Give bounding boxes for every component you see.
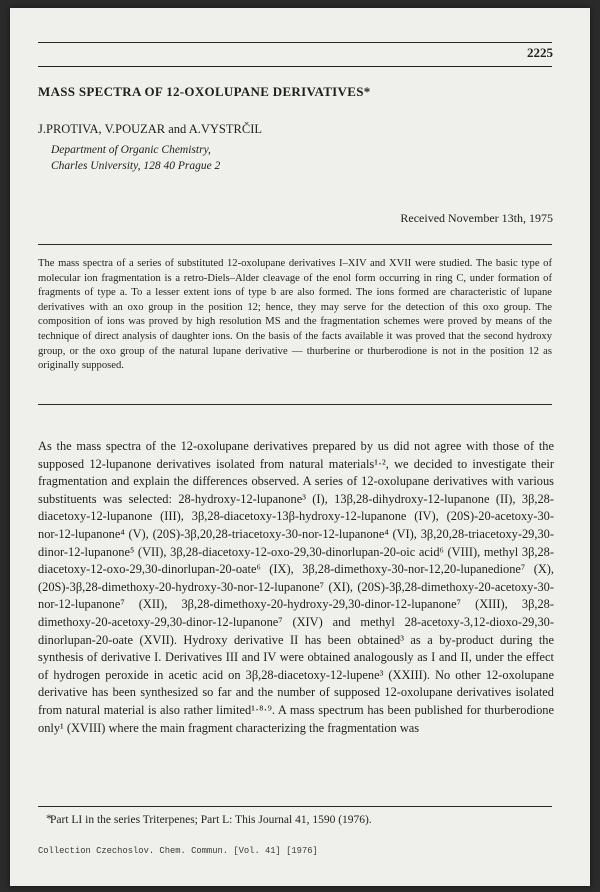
footnote-rule bbox=[38, 806, 552, 807]
article-title: MASS SPECTRA OF 12-OXOLUPANE DERIVATIVES* bbox=[38, 84, 371, 99]
authors: J.PROTIVA, V.POUZAR and A.VYSTRČIL bbox=[38, 122, 262, 136]
affiliation-line-1: Department of Organic Chemistry, bbox=[51, 144, 211, 156]
body-text: As the mass spectra of the 12-oxolupane derivatives prepared by us did not agree with those of the supposed 12-lupanone derivatives isolated from natural materials¹·², we decided to investigate their fragmentation and explain the differences observed. A series of 12-oxolupane derivatives with various substituents was selected: 28-hydroxy-12-lupanone³ (I), 13β,28-dihydroxy-12-lupanone (II), 3β,28-diacetoxy-12-lupanone (III), 3β,28-diacetoxy-13β-hydroxy-12-lupanone (IV), (20S)-20-acetoxy-30-nor-12-lupanone⁴ (V), (20S)-3β,20,28-triacetoxy-30-nor-12-lupanone⁴ (VI), 3β,20,28-triacetoxy-29,30-dinor-12-lupanone⁵ (VII), 3β,28-diacetoxy-12-oxo-29,30-dinorlupan-20-oic acid⁶ (VIII), methyl 3β,28-diacetoxy-12-oxo-29,30-dinorlupan-20-oate⁶ (IX), 3β,28-dimethoxy-30-nor-12,20-lupanedione⁷ (X), (20S)-3β,28-dimethoxy-20-hydroxy-30-nor-12-lupanone⁷ (XI), (20S)-3β,28-dimethoxy-20-acetoxy-30-nor-12-lupanone⁷ (XII), 3β,28-dimethoxy-20-hydroxy-29,30-dinor-12-lupanone⁷ (XIII), 3β,28-dimethoxy-20-acetoxy-29,30-dinor-12-lupanone⁷ (XIV) and methyl 28-acetoxy-3,12-dioxo-29,30-dinorlupan-20-oate (XVII). Hydroxy derivative II has been obtained³ as a by-product during the synthesis of derivative I. Derivatives III and IV were obtained analogously as I and II, under the effect of hydrogen peroxide in acetic acid on 3β,28-diacetoxy-12-lupene³ (XXIII). No other 12-oxolupane derivative has been synthesized so far and the number of supposed 12-oxolupane derivatives isolated from natural material is also rather limited¹·⁸·⁹. A mass spectrum has been published for thurberodione only¹ (XVIII) where the main fragment characterizing the fragmentation was bbox=[38, 439, 554, 735]
footnote: Part LI in the series Triterpenes; Part L: This Journal 41, 1590 (1976). bbox=[50, 814, 372, 826]
header-rule-lower bbox=[38, 66, 552, 67]
received-date: Received November 13th, 1975 bbox=[400, 211, 553, 225]
affiliation-line-2: Charles University, 128 40 Prague 2 bbox=[51, 160, 221, 172]
header-rule bbox=[38, 42, 552, 43]
abstract-top-rule bbox=[38, 244, 552, 245]
affiliation bbox=[51, 142, 220, 174]
paper-page bbox=[10, 8, 590, 886]
abstract-bottom-rule bbox=[38, 404, 552, 405]
footnote-marker: * bbox=[46, 811, 52, 825]
page-number: 2225 bbox=[527, 45, 553, 60]
abstract: The mass spectra of a series of substituted 12-oxolupane derivatives I–XIV and XVII were studied. The basic type of molecular ion fragmentation is a retro-Diels–Alder cleavage of the enol form occurring in ring C, under formation of fragments of type a. To a lesser extent ions of type b are also formed. The ions formed are characteristic of lupane derivatives with an oxo group in the position 12; hence, they may serve for the detection of this oxo group. The composition of ions was proved by high resolution MS and the fragmentation schemes were proved by means of the technique of direct analysis of daughter ions. On the basis of the facts available it was proved that the second hydroxy group, or the oxo group of the natural lupane derivative — thurberine or thurberodione is not in the position 12 as originally supposed. bbox=[38, 258, 552, 372]
journal-citation: Collection Czechoslov. Chem. Commun. [Vol. 41] [1976] bbox=[38, 846, 318, 856]
